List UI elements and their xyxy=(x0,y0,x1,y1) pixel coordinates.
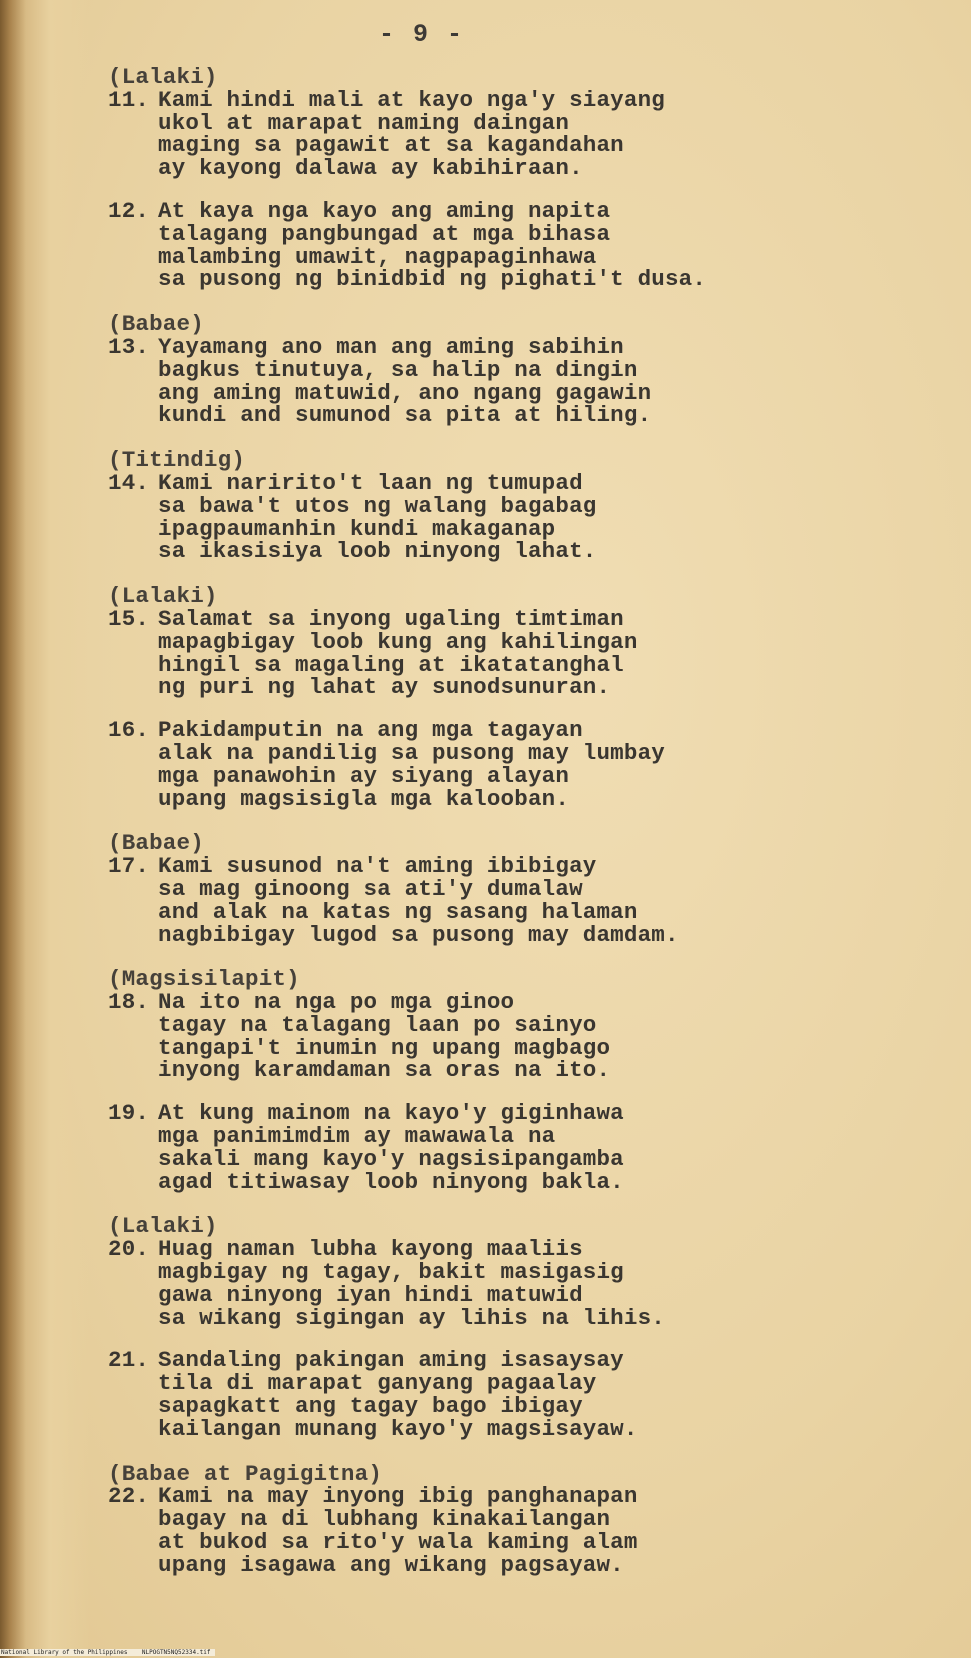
verse-line: upang magsisigla mga kalooban. xyxy=(158,785,570,812)
speaker-section xyxy=(108,1460,928,1578)
stanza xyxy=(108,991,928,1082)
speaker-section xyxy=(108,1215,928,1440)
verse-line: Kami hindi mali at kayo nga'y siayang xyxy=(158,86,665,113)
verse-line: kailangan munang kayo'y magsisayaw. xyxy=(158,1415,638,1442)
verse-line: gawa ninyong iyan hindi matuwid xyxy=(158,1281,583,1308)
verse-line: Yayamang ano man ang aming sabihin xyxy=(158,333,624,360)
verse-line: agad titiwasay loob ninyong bakla. xyxy=(158,1168,624,1195)
stanza-number: 13. xyxy=(108,333,150,360)
verse-line: Kami na may inyong ibig panghanapan xyxy=(158,1483,638,1510)
speaker-section xyxy=(108,313,928,427)
stanza-number: 14. xyxy=(108,469,150,496)
stanza xyxy=(108,1238,928,1329)
verse-line: bagkus tinutuya, sa halip na dingin xyxy=(158,356,638,383)
stanza-number: 20. xyxy=(108,1236,150,1263)
stanza xyxy=(108,855,928,946)
stanza-number: 19. xyxy=(108,1100,150,1127)
verse-line: sa pusong ng binidbid ng pighati't dusa. xyxy=(158,266,707,293)
speaker-label: (Magsisilapit) xyxy=(108,966,300,993)
verse-line: sa mag ginoong sa ati'y dumalaw xyxy=(158,875,583,902)
stanza xyxy=(108,469,928,565)
verse-line: ukol at marapat naming daingan xyxy=(158,109,570,136)
verse-line: Huag naman lubha kayong maaliis xyxy=(158,1236,583,1263)
page-number: - 9 - xyxy=(378,20,464,49)
stanza-number: 17. xyxy=(108,853,150,880)
speaker-label: (Babae at Pagigitna) xyxy=(108,1460,383,1487)
verse-line: talagang pangbungad at mga bihasa xyxy=(158,220,611,247)
verse-line: mga panimimdim ay mawawala na xyxy=(158,1123,556,1150)
verse-line: Sandaling pakingan aming isasaysay xyxy=(158,1347,624,1374)
speaker-section xyxy=(108,832,928,946)
stanza xyxy=(108,719,928,810)
verse-line: magbigay ng tagay, bakit masigasig xyxy=(158,1259,624,1286)
verse-line: inyong karamdaman sa oras na ito. xyxy=(158,1057,611,1084)
speaker-label: (Lalaki) xyxy=(108,64,218,90)
stanza xyxy=(108,1102,928,1193)
verse-line: maging sa pagawit at sa kagandahan xyxy=(158,132,624,159)
stanza-number: 12. xyxy=(108,197,150,224)
stanza-number: 22. xyxy=(108,1483,150,1510)
verse-line: mapagbigay loob kung ang kahilingan xyxy=(158,628,638,655)
verse-line: At kaya nga kayo ang aming napita xyxy=(158,197,611,224)
verse-line: tagay na talagang laan po sainyo xyxy=(158,1011,597,1038)
stanza-number: 21. xyxy=(108,1347,150,1374)
verse-line: sa bawa't utos ng walang bagabag xyxy=(158,492,597,519)
poem-body xyxy=(108,66,928,1599)
verse-line: ang aming matuwid, ano ngang gagawin xyxy=(158,379,652,406)
verse-line: hingil sa magaling at ikatatanghal xyxy=(158,651,624,678)
verse-line: nagbibigay lugod sa pusong may damdam. xyxy=(158,921,679,948)
speaker-section xyxy=(108,66,928,291)
speaker-label: (Babae) xyxy=(108,830,204,857)
verse-line: sa wikang sigingan ay lihis na lihis. xyxy=(158,1304,665,1331)
speaker-label: (Lalaki) xyxy=(108,1213,218,1240)
stanza xyxy=(108,333,928,429)
verse-line: mga panawohin ay siyang alayan xyxy=(158,762,570,789)
verse-line: sapagkatt ang tagay bago ibigay xyxy=(158,1393,583,1420)
scan-footer: National Library of the Philippines NLPOGTN5NQ52334.tif xyxy=(0,1649,215,1656)
stanza xyxy=(108,1485,928,1576)
verse-line: At kung mainom na kayo'y giginhawa xyxy=(158,1100,624,1127)
speaker-section xyxy=(108,968,928,1193)
verse-line: at bukod sa rito'y wala kaming alam xyxy=(158,1529,638,1556)
stanza-number: 16. xyxy=(108,717,150,744)
verse-line: bagay na di lubhang kinakailangan xyxy=(158,1506,611,1533)
verse-line: Kami susunod na't aming ibibigay xyxy=(158,853,597,880)
verse-line: upang isagawa ang wikang pagsayaw. xyxy=(158,1551,624,1578)
verse-line: Na ito na nga po mga ginoo xyxy=(158,989,515,1016)
speaker-label: (Titindig) xyxy=(108,447,246,474)
verse-line: malambing umawit, nagpapaginhawa xyxy=(158,243,597,270)
verse-line: ay kayong dalawa ay kabihiraan. xyxy=(158,155,583,182)
verse-line: and alak na katas ng sasang halaman xyxy=(158,898,638,925)
stanza xyxy=(108,197,928,293)
verse-line: ng puri ng lahat ay sunodsunuran. xyxy=(158,674,611,701)
verse-line: alak na pandilig sa pusong may lumbay xyxy=(158,739,665,766)
verse-line: kundi and sumunod sa pita at hiling. xyxy=(158,402,652,429)
verse-line: tangapi't inumin ng upang magbago xyxy=(158,1034,611,1061)
verse-line: Salamat sa inyong ugaling timtiman xyxy=(158,605,624,632)
verse-line: ipagpaumanhin kundi makaganap xyxy=(158,515,556,542)
verse-line: Pakidamputin na ang mga tagayan xyxy=(158,717,583,744)
stanza-number: 18. xyxy=(108,989,150,1016)
stanza-number: 11. xyxy=(108,86,150,113)
verse-line: sakali mang kayo'y nagsisipangamba xyxy=(158,1145,624,1172)
stanza xyxy=(108,86,928,182)
speaker-section xyxy=(108,449,928,563)
stanza-number: 15. xyxy=(108,605,150,632)
speaker-section xyxy=(108,585,928,810)
verse-line: Kami naririto't laan ng tumupad xyxy=(158,469,583,496)
verse-line: tila di marapat ganyang pagaalay xyxy=(158,1370,597,1397)
stanza xyxy=(108,1349,928,1440)
speaker-label: (Lalaki) xyxy=(108,583,218,610)
stanza xyxy=(108,605,928,701)
speaker-label: (Babae) xyxy=(108,311,204,338)
verse-line: sa ikasisiya loob ninyong lahat. xyxy=(158,538,597,565)
